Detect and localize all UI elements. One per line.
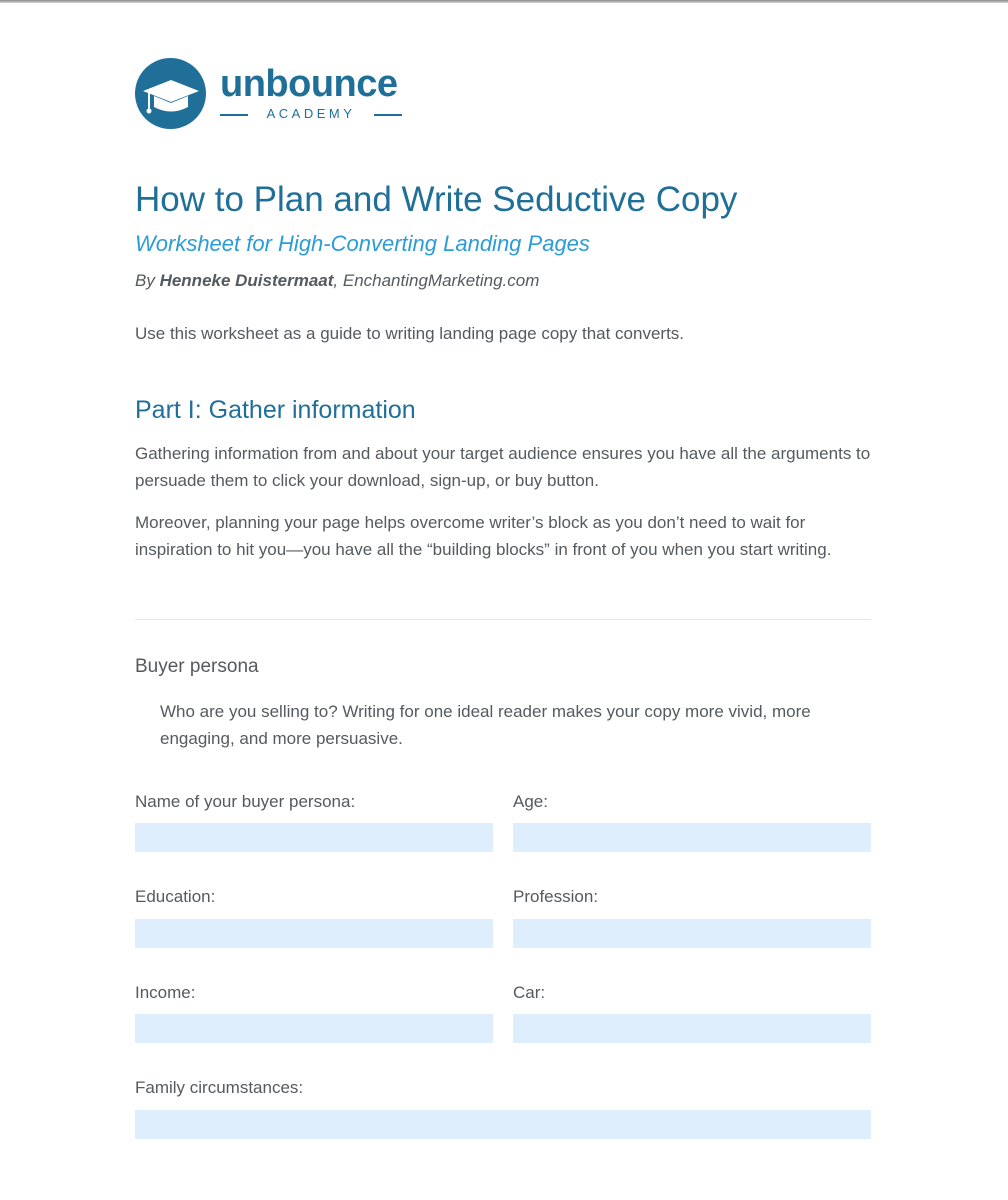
persona-name-label: Name of your buyer persona:: [135, 792, 356, 811]
age-label: Age:: [513, 792, 548, 811]
family-circumstances-input[interactable]: [135, 1110, 871, 1139]
graduation-cap-icon: [135, 58, 206, 129]
part-1-paragraph: Gathering information from and about your target audience ensures you have all the arguments to persuade them to click your download, sign-up, or buy button.: [135, 444, 871, 490]
logo-rule-right: [374, 114, 402, 116]
income-label: Income:: [135, 983, 196, 1002]
part-1-heading: Part I: Gather information: [135, 396, 416, 424]
profession-input[interactable]: [513, 919, 871, 948]
car-label: Car:: [513, 983, 546, 1002]
page-top-edge: [0, 0, 1008, 3]
page-subtitle: Worksheet for High-Converting Landing Pages: [135, 231, 590, 256]
logo-subtitle: [220, 106, 402, 122]
unbounce-academy-logo: [135, 58, 435, 130]
logo-academy-text: ACADEMY: [266, 106, 356, 121]
buyer-persona-description: Who are you selling to? Writing for one ideal reader makes your copy more vivid, more engaging, and more persuasive.: [160, 702, 811, 748]
income-input[interactable]: [135, 1014, 493, 1043]
byline-site: , EnchantingMarketing.com: [333, 271, 540, 290]
car-input[interactable]: [513, 1014, 871, 1043]
persona-name-input[interactable]: [135, 823, 493, 852]
profession-label: Profession:: [513, 887, 599, 906]
part-1-paragraph: Moreover, planning your page helps overcome writer’s block as you don’t need to wait for inspiration to hit you—you have all the “building blocks” in front of you when you start writing.: [135, 513, 832, 559]
byline: [135, 269, 539, 293]
page-title: How to Plan and Write Seductive Copy: [135, 180, 738, 219]
family-circumstances-label: Family circumstances:: [135, 1078, 304, 1097]
section-divider: [135, 619, 871, 620]
author-name: Henneke Duistermaat: [159, 271, 334, 290]
intro-text: Use this worksheet as a guide to writing landing page copy that converts.: [135, 324, 685, 343]
byline-prefix: By: [135, 271, 160, 290]
logo-wordmark: unbounce: [220, 63, 398, 105]
education-input[interactable]: [135, 919, 493, 948]
education-label: Education:: [135, 887, 216, 906]
buyer-persona-heading: Buyer persona: [135, 656, 259, 677]
age-input[interactable]: [513, 823, 871, 852]
